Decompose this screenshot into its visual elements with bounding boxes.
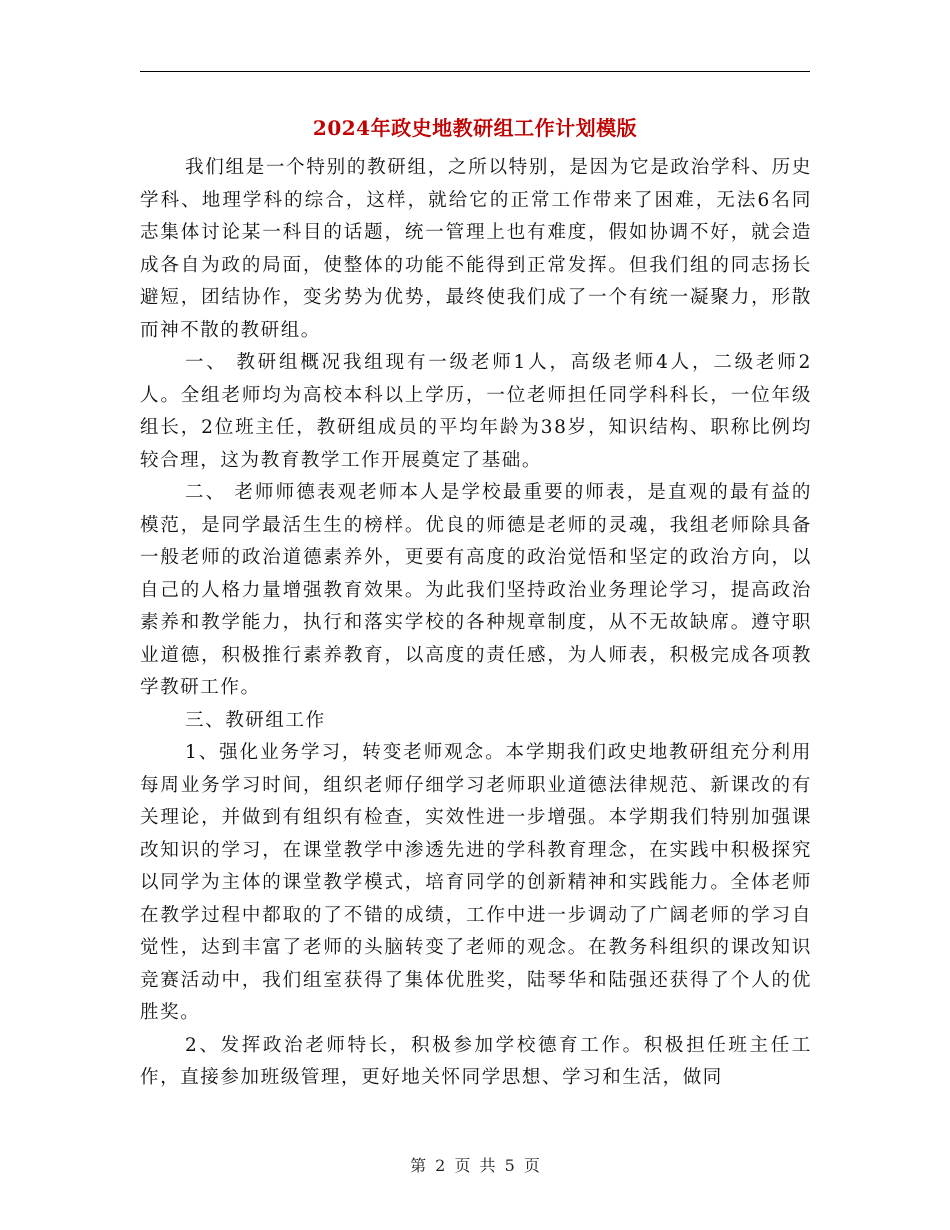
paragraph-item-2: 2、发挥政治老师特长，积极参加学校德育工作。积极担任班主任工作，直接参加班级管理，更好地关怀同学思想、学习和生活，做同 (140, 1034, 812, 1088)
paragraph-section-2: 二、 老师师德表观老师本人是学校最重要的师表，是直观的最有益的模范，是同学最活生生的榜样。优良的师德是老师的灵魂，我组老师除具备一般老师的政治道德素养外，更要有高度的政治觉悟和坚定的政治方向，以自己的人格力量增强教育效果。为此我们坚持政治业务理论学习，提高政治素养和教学能力，执行和落实学校的各种规章制度，从不无故缺席。遵守职业道德，积极推行素养教育，以高度的责任感，为人师表，积极完成各项教学教研工作。 (140, 482, 812, 698)
paragraph-item-1: 1、强化业务学习，转变老师观念。本学期我们政史地教研组充分利用每周业务学习时间，组织老师仔细学习老师职业道德法律规范、新课改的有关理论，并做到有组织有检查，实效性进一步增强。本学期我们特别加强课改知识的学习，在课堂教学中渗透先进的学科教育理念，在实践中积极探究以同学为主体的课堂教学模式，培育同学的创新精神和实践能力。全体老师在教学过程中都取的了不错的成绩，工作中进一步调动了广阔老师的学习自觉性，达到丰富了老师的头脑转变了老师的观念。在教务科组织的课改知识竞赛活动中，我们组室获得了集体优胜奖，陆琴华和陆强还获得了个人的优胜奖。 (140, 742, 812, 1023)
paragraph-intro: 我们组是一个特别的教研组，之所以特别，是因为它是政治学科、历史学科、地理学科的综合，这样，就给它的正常工作带来了困难，无法6名同志集体讨论某一科目的话题，统一管理上也有难度，假如协调不好，就会造成各自为政的局面，使整体的功能不能得到正常发挥。但我们组的同志扬长避短，团结协作，变劣势为优势，最终使我们成了一个有统一凝聚力，形散而神不散的教研组。 (140, 157, 812, 341)
header-rule (140, 71, 810, 72)
section-heading-3: 三、教研组工作 (185, 709, 326, 731)
document-title: 2024年政史地教研组工作计划模版 (312, 116, 638, 140)
document-body (140, 152, 812, 1095)
page-number-footer: 第 2 页 共 5 页 (410, 1156, 540, 1175)
paragraph-section-1: 一、 教研组概况我组现有一级老师1人，高级老师4人，二级老师2人。全组老师均为高校本科以上学历，一位老师担任同学科科长，一位年级组长，2位班主任，教研组成员的平均年龄为38岁，知识结构、职称比例均较合理，这为教育教学工作开展奠定了基础。 (140, 352, 812, 471)
